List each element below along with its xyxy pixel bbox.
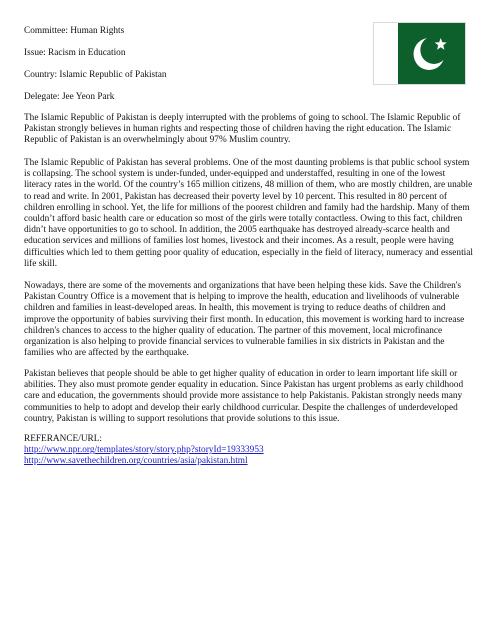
paragraph-problems: The Islamic Republic of Pakistan has several problems. One of the most daunting problems is that public school system is collapsing. The school system is under-funded, under-equipped and understaffed, resulting in one of the lowest literacy rates in the world. Of the country’s 165 million citizens, 48 million of them, who are mostly children, are unable to read and write. In 2001, Pakistan has decreased their poverty level by 10 percent. This resulted in 80 percent of children enrolling in school. Yet, the life for millions of the poorest children and family had the hardship. Many of them couldn’t afford basic health care or education so most of the girls were totally contactless. Owing to this fact, children didn’t have opportunities to go to school. In addition, the 2005 earthquake has destroyed already-scarce health and education services and millions of families lost homes, livestock and their incomes. As a result, people were having difficulties which led to them getting poor quality of education, especially in the field of literacy, numeracy and essential life skill. xyxy=(24,158,473,269)
paragraph-position: Pakistan believes that people should be able to get higher quality of education in order to learn important life skill or abilities. They also must promote gender equality in education. Since Pakistan has urgent problems as early childhood care and education, the governments should provide more assistance to help Pakistanis. Pakistan strongly needs many communities to help to adopt and develop their early childhood curricular. Despite the challenges of underdeveloped country, Pakistan is willing to support resolutions that provide solutions to this issue. xyxy=(24,369,464,424)
paragraph-movements: Nowadays, there are some of the movements and organizations that have been helping these kids. Save the Children's Pakistan Country Office is a movement that is helping to improve the health, education and livelihoods of vulnerable children and families in least-developed areas. In health, this movement is trying to reduce deaths of children and improve the opportunity of babies surviving their first month. In education, this movement is working hard to increase children's chances to access to the higher quality of education. The partner of this movement, local microfinance organization is also helping to provide financial services to vulnerable families in six districts in Pakistan and the families who are affected by the earthquake. xyxy=(24,281,465,359)
references-section xyxy=(24,434,474,468)
reference-link-savethechildren[interactable]: http://www.savethechildren.org/countries/asia/pakistan.html xyxy=(24,456,248,467)
references-label: REFERANCE/URL: xyxy=(24,434,102,444)
reference-link-npr[interactable]: http://www.npr.org/templates/story/story.php?storyId=19333953 xyxy=(24,445,264,456)
delegate-line: Delegate: Jee Yeon Park xyxy=(24,92,115,102)
committee-line: Committee: Human Rights xyxy=(24,26,125,36)
flag-white-band xyxy=(374,23,398,84)
crescent-star-icon xyxy=(398,23,465,84)
pakistan-flag-icon xyxy=(373,22,466,85)
issue-line: Issue: Racism in Education xyxy=(24,48,126,58)
flag-green-field xyxy=(398,23,465,84)
country-line: Country: Islamic Republic of Pakistan xyxy=(24,70,167,80)
paragraph-intro: The Islamic Republic of Pakistan is deeply interrupted with the problems of going to school. The Islamic Republic of Pakistan strongly believes in human rights and respecting those of children having the right education. The Islamic Republic of Pakistan is an overwhelmingly about 97% Muslim country. xyxy=(24,113,461,146)
